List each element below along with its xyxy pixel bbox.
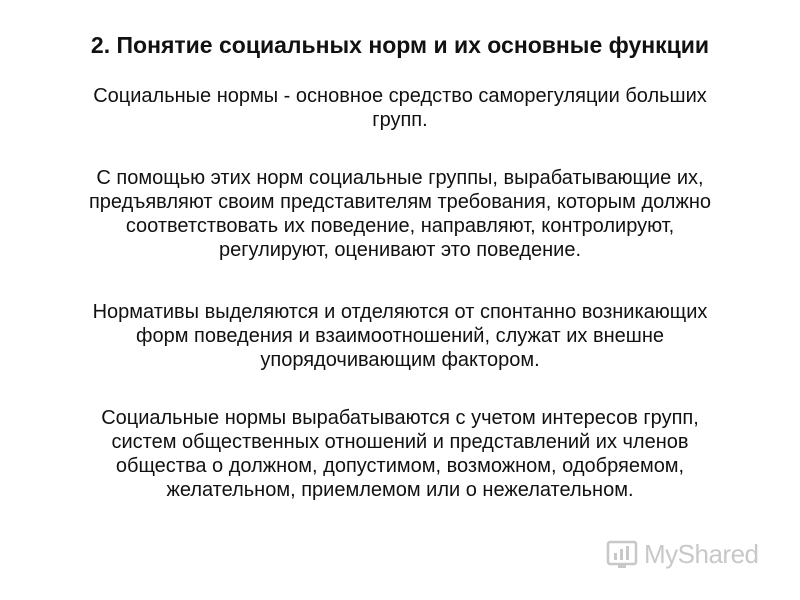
- paragraph-line: групп.: [372, 109, 428, 131]
- paragraph-line: форм поведения и взаимоотношений, служат их внешне: [136, 325, 664, 347]
- paragraph-line: Социальные нормы вырабатываются с учетом интересов групп,: [101, 407, 699, 429]
- paragraph-line: регулируют, оценивают это поведение.: [218, 239, 582, 261]
- watermark-text: MyShared: [644, 538, 759, 569]
- paragraph-line: Нормативы выделяются и отделяются от спонтанно возникающих: [92, 301, 708, 323]
- paragraph-line: систем общественных отношений и представлений их членов: [111, 431, 689, 453]
- paragraph-line: предъявляют своим представителям требования, которым должно: [88, 191, 712, 213]
- paragraph-line: упорядочивающим фактором.: [260, 349, 540, 371]
- paragraph-4: [40, 406, 760, 502]
- paragraph-2: [40, 166, 760, 262]
- paragraph-line: общества о должном, допустимом, возможном, одобряемом,: [115, 455, 685, 477]
- slide-title: 2. Понятие социальных норм и их основные функции: [90, 32, 710, 58]
- paragraph-line: соответствовать их поведение, направляют, контролируют,: [125, 215, 675, 237]
- paragraph-3: [40, 300, 760, 372]
- paragraph-line: Социальные нормы - основное средство саморегуляции больших: [93, 85, 707, 107]
- paragraph-1: [40, 84, 760, 132]
- watermark: [606, 536, 759, 572]
- paragraph-line: С помощью этих норм социальные группы, вырабатывающие их,: [96, 167, 704, 189]
- paragraph-line: желательном, приемлемом или о нежелательном.: [166, 479, 634, 501]
- myshared-logo-icon: [606, 538, 638, 570]
